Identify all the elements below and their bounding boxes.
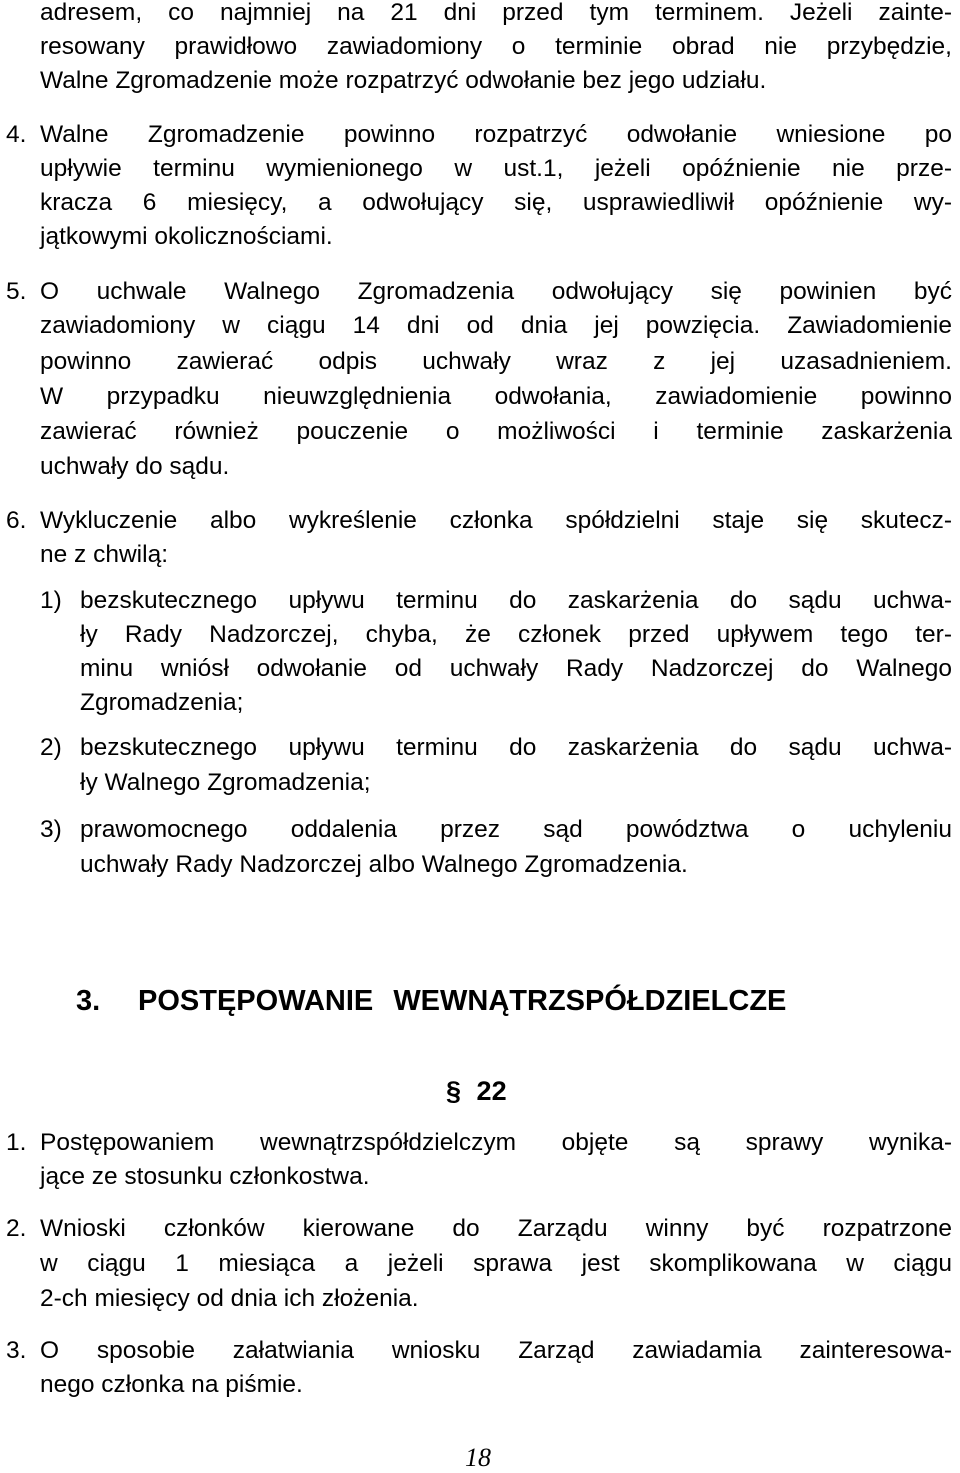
text-line: nego członka na piśmie. [40, 1371, 303, 1398]
text-line: bezskutecznego upływu terminu do zaskarżenia do sądu uchwa- [80, 587, 952, 614]
text-line: O uchwale Walnego Zgromadzenia odwołujący się powinien być [40, 278, 952, 305]
text-line: Wnioski członków kierowane do Zarządu winny być rozpatrzone [40, 1215, 952, 1242]
text-line: adresem, co najmniej na 21 dni przed tym terminem. Jeżeli zainte- [40, 0, 952, 26]
text-line: Zgromadzenia; [80, 689, 244, 716]
text-line: Postępowaniem wewnątrzspółdzielczym objęte są sprawy wynika- [40, 1129, 952, 1156]
paragraph-sign: § [446, 1076, 462, 1106]
text-line: Wykluczenie albo wykreślenie członka spółdzielni staje się skutecz- [40, 507, 952, 534]
text-line: upływie terminu wymienionego w ust.1, jeżeli opóźnienie nie prze- [40, 155, 952, 182]
paragraph-number: 22 [476, 1076, 507, 1106]
item-number: 1. [6, 1129, 27, 1156]
text-line: uchwały Rady Nadzorczej albo Walnego Zgromadzenia. [80, 851, 688, 878]
section-title: POSTĘPOWANIE WEWNĄTRZSPÓŁDZIELCZE [138, 985, 787, 1017]
item-number: 2. [6, 1215, 27, 1242]
text-line: w ciągu 1 miesiąca a jeżeli sprawa jest skomplikowana w ciągu [40, 1250, 952, 1277]
subitem-number: 2) [40, 734, 62, 761]
text-line: 2-ch miesięcy od dnia ich złożenia. [40, 1285, 419, 1312]
text-line: ły Walnego Zgromadzenia; [80, 769, 371, 796]
text-line: zawierać również pouczenie o możliwości i terminie zaskarżenia [40, 418, 952, 445]
item-number: 3. [6, 1337, 27, 1364]
text-line: resowany prawidłowo zawiadomiony o terminie obrad nie przybędzie, [40, 33, 952, 60]
text-line: jące ze stosunku członkostwa. [40, 1163, 370, 1190]
text-line: ne z chwilą: [40, 541, 169, 568]
text-line: powinno zawierać odpis uchwały wraz z jej uzasadnieniem. [40, 348, 952, 375]
text-line: jątkowymi okolicznościami. [40, 223, 333, 250]
text-line: uchwały do sądu. [40, 453, 230, 480]
subitem-number: 1) [40, 587, 62, 614]
text-line: kracza 6 miesięcy, a odwołujący się, usprawiedliwił opóźnienie wy- [40, 189, 952, 216]
section-number: 3. [76, 985, 101, 1017]
text-line: Walne Zgromadzenie powinno rozpatrzyć odwołanie wniesione po [40, 121, 952, 148]
text-line: minu wniósł odwołanie od uchwały Rady Nadzorczej do Walnego [80, 655, 952, 682]
page-number: 18 [465, 1443, 491, 1472]
item-number: 5. [6, 278, 27, 305]
item-number: 4. [6, 121, 27, 148]
text-line: ły Rady Nadzorczej, chyba, że członek przed upływem tego ter- [80, 621, 952, 648]
paragraph-heading [446, 1074, 507, 1108]
text-line: prawomocnego oddalenia przez sąd powództwa o uchyleniu [80, 816, 952, 843]
text-line: W przypadku nieuwzględnienia odwołania, zawiadomienie powinno [40, 383, 952, 410]
text-line: O sposobie załatwiania wniosku Zarząd zawiadamia zainteresowa- [40, 1337, 952, 1364]
text-line: Walne Zgromadzenie może rozpatrzyć odwołanie bez jego udziału. [40, 67, 767, 94]
text-line: zawiadomiony w ciągu 14 dni od dnia jej powzięcia. Zawiadomienie [40, 312, 952, 339]
subitem-number: 3) [40, 816, 62, 843]
text-line: bezskutecznego upływu terminu do zaskarżenia do sądu uchwa- [80, 734, 952, 761]
item-number: 6. [6, 507, 27, 534]
